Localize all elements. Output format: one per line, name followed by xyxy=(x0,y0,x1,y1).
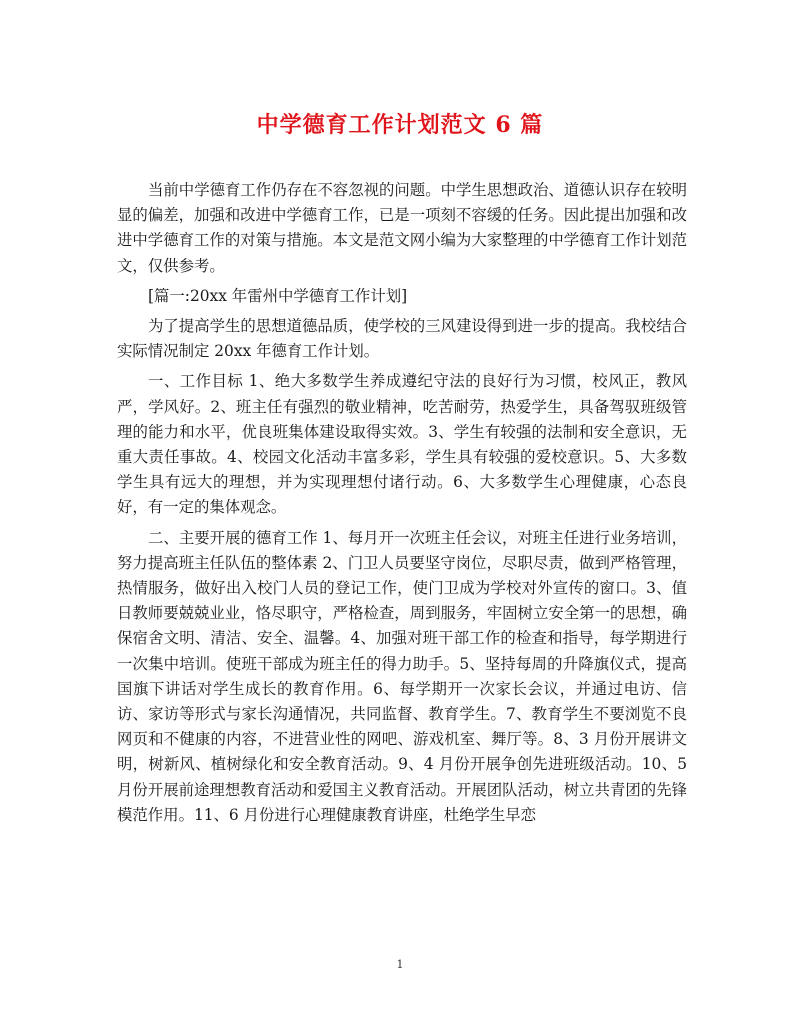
document-body xyxy=(117,178,687,833)
page-number: 1 xyxy=(396,958,404,971)
goals-paragraph: 一、工作目标 1、绝大多数学生养成遵纪守法的良好行为习惯，校风正，教风严，学风好。2、班主任有强烈的敬业精神，吃苦耐劳，热爱学生，具备驾驭班级管理的能力和水平，优良班集体建设取得实效。3、学生有较强的法制和安全意识，无重大责任事故。4、校园文化活动丰富多彩，学生具有较强的爱校意识。5、大多数学生具有远大的理想，并为实现理想付诸行动。6、大多数学生心理健康，心态良好，有一定的集体观念。 xyxy=(117,372,687,517)
intro-paragraph: 当前中学德育工作仍存在不容忽视的问题。中学生思想政治、道德认识存在较明显的偏差，加强和改进中学德育工作，已是一项刻不容缓的任务。因此提出加强和改进中学德育工作的对策与措施。本文是范文网小编为大家整理的中学德育工作计划范文，仅供参考。 xyxy=(117,181,687,275)
document-title: 中学德育工作计划范文 6 篇 xyxy=(256,112,544,138)
tasks-paragraph: 二、主要开展的德育工作 1、每月开一次班主任会议，对班主任进行业务培训，努力提高班主任队伍的整体素 2、门卫人员要坚守岗位，尽职尽责，做到严格管理，热情服务，做好出入校门人员的登记工作，使门卫成为学校对外宣传的窗口。3、值日教师要兢兢业业，恪尽职守，严格检查，周到服务，牢固树立安全第一的思想，确保宿舍文明、清洁、安全、温馨。4、加强对班干部工作的检查和指导，每学期进行一次集中培训。使班干部成为班主任的得力助手。5、坚持每周的升降旗仪式，提高国旗下讲话对学生成长的教育作用。6、每学期开一次家长会议，并通过电访、信访、家访等形式与家长沟通情况，共同监督、教育学生。7、教育学生不要浏览不良网页和不健康的内容，不进营业性的网吧、游戏机室、舞厅等。8、3 月份开展讲文明，树新风、植树绿化和安全教育活动。9、4 月份开展争创先进班级活动。10、5 月份开展前途理想教育活动和爱国主义教育活动。开展团队活动，树立共青团的先锋模范作用。11、6 月份进行心理健康教育讲座，杜绝学生早恋 xyxy=(117,528,687,824)
section-heading: [篇一:20xx 年雷州中学德育工作计划] xyxy=(148,286,408,305)
purpose-paragraph: 为了提高学生的思想道德品质，使学校的三风建设得到进一步的提高。我校结合实际情况制定 20xx 年德育工作计划。 xyxy=(117,317,687,361)
